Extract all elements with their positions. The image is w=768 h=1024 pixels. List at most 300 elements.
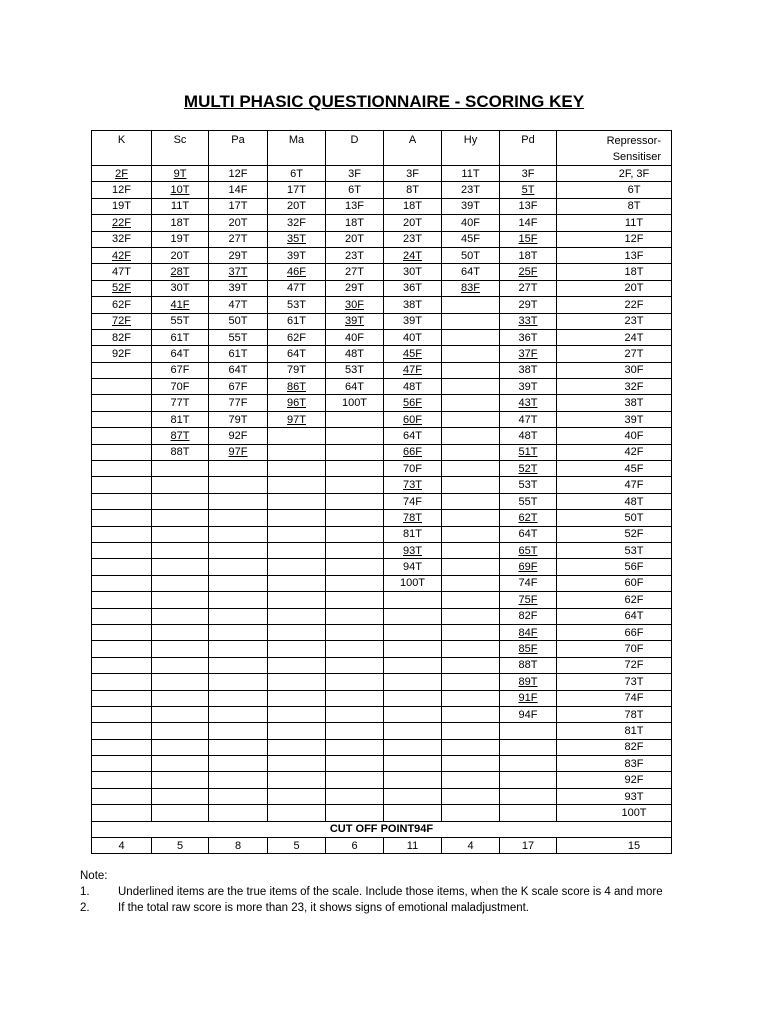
- cell-a: 100T: [384, 575, 442, 591]
- cell-pa: [209, 608, 268, 624]
- header-pd: Pd: [500, 131, 557, 166]
- cell-hy: [442, 542, 500, 558]
- table-row: [92, 526, 672, 542]
- cell-k: [92, 526, 152, 542]
- cell-pa: [209, 559, 268, 575]
- cell-hy: [442, 526, 500, 542]
- cell-d: 48T: [326, 346, 384, 362]
- cell-ma: 53T: [268, 297, 326, 313]
- cell-sc: [152, 788, 209, 804]
- cell-a: 47F: [384, 362, 442, 378]
- cell-k: [92, 444, 152, 460]
- table-row: [92, 788, 672, 804]
- total-hy: 4: [442, 838, 500, 854]
- cell-d: [326, 559, 384, 575]
- cell-rs: 8T: [557, 198, 672, 214]
- cell-rs: 50T: [557, 510, 672, 526]
- cell-a: 24T: [384, 247, 442, 263]
- cell-a: 60F: [384, 411, 442, 427]
- cell-rs: 30F: [557, 362, 672, 378]
- cell-ma: [268, 756, 326, 772]
- cell-a: [384, 641, 442, 657]
- cell-pa: [209, 756, 268, 772]
- cell-pa: 17T: [209, 198, 268, 214]
- cell-hy: [442, 624, 500, 640]
- cell-d: [326, 477, 384, 493]
- cell-d: [326, 772, 384, 788]
- cell-ma: [268, 739, 326, 755]
- total-ma: 5: [268, 838, 326, 854]
- cell-sc: [152, 592, 209, 608]
- cell-a: [384, 739, 442, 755]
- cell-sc: [152, 723, 209, 739]
- cell-pd: [500, 772, 557, 788]
- cell-rs: 42F: [557, 444, 672, 460]
- cell-pd: 25F: [500, 264, 557, 280]
- cell-k: 22F: [92, 215, 152, 231]
- scoring-key-table: [91, 130, 672, 854]
- cell-ma: [268, 608, 326, 624]
- cell-rs: 81T: [557, 723, 672, 739]
- cell-d: [326, 624, 384, 640]
- header-ma: Ma: [268, 131, 326, 166]
- cell-rs: 74F: [557, 690, 672, 706]
- cell-pa: [209, 624, 268, 640]
- cell-d: [326, 526, 384, 542]
- cell-ma: 97T: [268, 411, 326, 427]
- cell-a: 3F: [384, 166, 442, 182]
- cell-rs: 2F, 3F: [557, 166, 672, 182]
- cell-hy: [442, 411, 500, 427]
- cell-d: 20T: [326, 231, 384, 247]
- table-row: [92, 182, 672, 198]
- cell-pd: 48T: [500, 428, 557, 444]
- cell-ma: [268, 493, 326, 509]
- cell-k: [92, 461, 152, 477]
- total-sc: 5: [152, 838, 209, 854]
- cell-rs: 60F: [557, 575, 672, 591]
- cell-k: [92, 575, 152, 591]
- cell-d: 40F: [326, 329, 384, 345]
- cell-k: [92, 411, 152, 427]
- cell-ma: 35T: [268, 231, 326, 247]
- cell-sc: [152, 772, 209, 788]
- cell-hy: 23T: [442, 182, 500, 198]
- cell-k: [92, 690, 152, 706]
- cell-pd: 47T: [500, 411, 557, 427]
- cell-k: 47T: [92, 264, 152, 280]
- cell-rs: 11T: [557, 215, 672, 231]
- cell-ma: [268, 788, 326, 804]
- cell-ma: 61T: [268, 313, 326, 329]
- cell-sc: [152, 477, 209, 493]
- cell-pa: 79T: [209, 411, 268, 427]
- cell-ma: [268, 624, 326, 640]
- table-row: [92, 411, 672, 427]
- table-row: [92, 428, 672, 444]
- cell-pa: [209, 510, 268, 526]
- note-text: Underlined items are the true items of the scale. Include those items, when the K scale score is 4 and more: [118, 886, 663, 898]
- cell-pd: 43T: [500, 395, 557, 411]
- cell-pa: [209, 723, 268, 739]
- cell-ma: [268, 674, 326, 690]
- cell-pa: [209, 575, 268, 591]
- cell-k: 2F: [92, 166, 152, 182]
- cell-k: 19T: [92, 198, 152, 214]
- cell-hy: [442, 444, 500, 460]
- cell-d: 64T: [326, 379, 384, 395]
- cell-rs: 23T: [557, 313, 672, 329]
- cell-k: [92, 641, 152, 657]
- cell-pd: 37F: [500, 346, 557, 362]
- table-row: [92, 477, 672, 493]
- cell-ma: 47T: [268, 280, 326, 296]
- cell-rs: 20T: [557, 280, 672, 296]
- cell-a: [384, 772, 442, 788]
- cell-a: [384, 592, 442, 608]
- cell-ma: [268, 542, 326, 558]
- header-a: A: [384, 131, 442, 166]
- note-item: [80, 900, 529, 916]
- cell-pd: 36T: [500, 329, 557, 345]
- cell-rs: 40F: [557, 428, 672, 444]
- cell-pd: 52T: [500, 461, 557, 477]
- cell-pd: 74F: [500, 575, 557, 591]
- cell-rs: 38T: [557, 395, 672, 411]
- notes-heading: Note:: [80, 870, 108, 882]
- cell-d: 27T: [326, 264, 384, 280]
- cell-a: [384, 805, 442, 821]
- table-row: [92, 493, 672, 509]
- cell-a: [384, 788, 442, 804]
- table-row: [92, 690, 672, 706]
- cell-rs: 48T: [557, 493, 672, 509]
- header-row: [92, 131, 672, 166]
- cell-d: [326, 756, 384, 772]
- cell-pd: 94F: [500, 706, 557, 722]
- total-repressor-sensitiser: 15: [557, 838, 672, 854]
- cell-pa: 39T: [209, 280, 268, 296]
- total-k: 4: [92, 838, 152, 854]
- cell-d: [326, 723, 384, 739]
- cell-pd: [500, 756, 557, 772]
- cell-rs: 78T: [557, 706, 672, 722]
- cell-pa: [209, 805, 268, 821]
- cell-ma: 20T: [268, 198, 326, 214]
- cell-pd: 64T: [500, 526, 557, 542]
- table-row: [92, 706, 672, 722]
- table-row: [92, 280, 672, 296]
- cell-sc: [152, 690, 209, 706]
- cell-ma: 46F: [268, 264, 326, 280]
- cell-hy: [442, 395, 500, 411]
- cell-ma: [268, 526, 326, 542]
- cell-rs: 93T: [557, 788, 672, 804]
- cell-k: [92, 477, 152, 493]
- cell-d: 3F: [326, 166, 384, 182]
- cell-pa: 47T: [209, 297, 268, 313]
- cell-pa: [209, 674, 268, 690]
- cell-pa: 27T: [209, 231, 268, 247]
- cell-hy: 83F: [442, 280, 500, 296]
- cell-pa: 29T: [209, 247, 268, 263]
- cell-sc: 70F: [152, 379, 209, 395]
- cell-k: [92, 542, 152, 558]
- cell-sc: [152, 756, 209, 772]
- cell-rs: 13F: [557, 247, 672, 263]
- cell-d: [326, 510, 384, 526]
- cell-k: 72F: [92, 313, 152, 329]
- cell-pd: 38T: [500, 362, 557, 378]
- cell-pd: [500, 788, 557, 804]
- cell-pd: 39T: [500, 379, 557, 395]
- cell-k: [92, 379, 152, 395]
- table-row: [92, 657, 672, 673]
- cell-rs: 24T: [557, 329, 672, 345]
- table-row: [92, 559, 672, 575]
- cell-hy: [442, 674, 500, 690]
- cell-d: 100T: [326, 395, 384, 411]
- totals-row: [92, 838, 672, 854]
- cell-k: [92, 559, 152, 575]
- cell-sc: [152, 657, 209, 673]
- cell-hy: [442, 461, 500, 477]
- cell-sc: [152, 510, 209, 526]
- cell-rs: 27T: [557, 346, 672, 362]
- cell-d: [326, 592, 384, 608]
- cell-k: 82F: [92, 329, 152, 345]
- cell-pd: 55T: [500, 493, 557, 509]
- cell-hy: 45F: [442, 231, 500, 247]
- cell-hy: [442, 477, 500, 493]
- cell-k: [92, 805, 152, 821]
- table-row: [92, 247, 672, 263]
- cell-pd: 15F: [500, 231, 557, 247]
- cell-ma: [268, 510, 326, 526]
- cell-hy: 40F: [442, 215, 500, 231]
- cell-sc: 41F: [152, 297, 209, 313]
- cell-pd: 91F: [500, 690, 557, 706]
- header-d: D: [326, 131, 384, 166]
- header-sc: Sc: [152, 131, 209, 166]
- cutoff-row: [92, 821, 672, 837]
- cell-a: 48T: [384, 379, 442, 395]
- cell-a: [384, 706, 442, 722]
- cell-d: [326, 657, 384, 673]
- page-title: MULTI PHASIC QUESTIONNAIRE - SCORING KEY: [183, 92, 585, 111]
- cell-d: 30F: [326, 297, 384, 313]
- cell-a: 23T: [384, 231, 442, 247]
- cell-d: [326, 542, 384, 558]
- cell-pd: 82F: [500, 608, 557, 624]
- cell-pa: 92F: [209, 428, 268, 444]
- cell-a: [384, 608, 442, 624]
- cell-pa: 77F: [209, 395, 268, 411]
- cell-rs: 47F: [557, 477, 672, 493]
- cell-hy: 64T: [442, 264, 500, 280]
- cell-k: 12F: [92, 182, 152, 198]
- cell-pd: 5T: [500, 182, 557, 198]
- table-row: [92, 215, 672, 231]
- cell-d: [326, 428, 384, 444]
- note-number: 2.: [80, 902, 90, 914]
- cell-pa: [209, 493, 268, 509]
- table-row: [92, 805, 672, 821]
- cell-a: 18T: [384, 198, 442, 214]
- cell-hy: [442, 788, 500, 804]
- cell-a: [384, 756, 442, 772]
- cell-d: [326, 608, 384, 624]
- cell-a: [384, 690, 442, 706]
- cell-hy: [442, 297, 500, 313]
- cell-sc: 88T: [152, 444, 209, 460]
- cell-ma: 64T: [268, 346, 326, 362]
- cell-sc: 81T: [152, 411, 209, 427]
- table-row: [92, 674, 672, 690]
- cell-sc: [152, 526, 209, 542]
- cell-d: [326, 493, 384, 509]
- cell-pa: 55T: [209, 329, 268, 345]
- cell-k: [92, 706, 152, 722]
- cell-rs: 39T: [557, 411, 672, 427]
- table-row: [92, 461, 672, 477]
- cell-k: [92, 428, 152, 444]
- cell-hy: [442, 493, 500, 509]
- cell-pa: 14F: [209, 182, 268, 198]
- cell-pd: 51T: [500, 444, 557, 460]
- cell-a: [384, 723, 442, 739]
- cell-rs: 45F: [557, 461, 672, 477]
- cell-sc: [152, 461, 209, 477]
- cell-pa: 61T: [209, 346, 268, 362]
- cell-pd: 14F: [500, 215, 557, 231]
- cell-d: 53T: [326, 362, 384, 378]
- cell-k: [92, 362, 152, 378]
- cell-pd: [500, 739, 557, 755]
- cell-a: 74F: [384, 493, 442, 509]
- cell-a: 93T: [384, 542, 442, 558]
- cell-rs: 53T: [557, 542, 672, 558]
- cell-d: [326, 444, 384, 460]
- table-row: [92, 379, 672, 395]
- cell-k: 62F: [92, 297, 152, 313]
- cell-hy: [442, 575, 500, 591]
- table-row: [92, 624, 672, 640]
- total-a: 11: [384, 838, 442, 854]
- cell-rs: 12F: [557, 231, 672, 247]
- cell-pa: 12F: [209, 166, 268, 182]
- cell-d: [326, 788, 384, 804]
- cell-hy: [442, 559, 500, 575]
- table-body: [92, 166, 672, 822]
- cell-hy: [442, 772, 500, 788]
- cell-sc: [152, 641, 209, 657]
- cell-d: [326, 690, 384, 706]
- cell-ma: [268, 592, 326, 608]
- cell-rs: 92F: [557, 772, 672, 788]
- cell-hy: [442, 379, 500, 395]
- cell-a: 73T: [384, 477, 442, 493]
- cell-a: 78T: [384, 510, 442, 526]
- cell-pa: 97F: [209, 444, 268, 460]
- cell-hy: [442, 641, 500, 657]
- cell-hy: [442, 756, 500, 772]
- cell-ma: [268, 805, 326, 821]
- cell-a: 70F: [384, 461, 442, 477]
- cell-hy: 39T: [442, 198, 500, 214]
- cell-sc: 10T: [152, 182, 209, 198]
- cell-pa: [209, 477, 268, 493]
- cell-pa: [209, 657, 268, 673]
- cell-sc: [152, 542, 209, 558]
- cell-d: [326, 706, 384, 722]
- cell-k: [92, 608, 152, 624]
- cell-k: [92, 395, 152, 411]
- cell-sc: 18T: [152, 215, 209, 231]
- header-k: K: [92, 131, 152, 166]
- cell-pd: 62T: [500, 510, 557, 526]
- cell-ma: 6T: [268, 166, 326, 182]
- cell-hy: [442, 362, 500, 378]
- cell-hy: [442, 592, 500, 608]
- table-row: [92, 395, 672, 411]
- table-row: [92, 329, 672, 345]
- cell-rs: 82F: [557, 739, 672, 755]
- cell-k: [92, 493, 152, 509]
- cell-pd: 88T: [500, 657, 557, 673]
- cell-pd: 29T: [500, 297, 557, 313]
- header-repressor-sensitiser: Repressor- Sensitiser: [557, 131, 672, 166]
- cell-ma: [268, 772, 326, 788]
- cell-ma: [268, 641, 326, 657]
- cell-pd: 65T: [500, 542, 557, 558]
- total-pa: 8: [209, 838, 268, 854]
- cell-sc: 30T: [152, 280, 209, 296]
- cell-sc: 19T: [152, 231, 209, 247]
- cell-rs: 72F: [557, 657, 672, 673]
- cell-rs: 70F: [557, 641, 672, 657]
- cell-pd: 18T: [500, 247, 557, 263]
- cell-d: [326, 461, 384, 477]
- cell-pa: 64T: [209, 362, 268, 378]
- cell-pd: [500, 805, 557, 821]
- cell-hy: [442, 739, 500, 755]
- cell-rs: 66F: [557, 624, 672, 640]
- cell-k: [92, 788, 152, 804]
- cell-a: 20T: [384, 215, 442, 231]
- cell-k: [92, 510, 152, 526]
- cell-pd: 33T: [500, 313, 557, 329]
- cell-hy: [442, 657, 500, 673]
- cell-pd: 69F: [500, 559, 557, 575]
- table-row: [92, 231, 672, 247]
- cell-a: 8T: [384, 182, 442, 198]
- header-pa: Pa: [209, 131, 268, 166]
- total-d: 6: [326, 838, 384, 854]
- cell-pd: 85F: [500, 641, 557, 657]
- cell-hy: [442, 510, 500, 526]
- header-hy: Hy: [442, 131, 500, 166]
- cell-pa: [209, 788, 268, 804]
- cell-pa: [209, 739, 268, 755]
- cell-pd: 75F: [500, 592, 557, 608]
- cell-sc: [152, 706, 209, 722]
- cell-a: [384, 624, 442, 640]
- cell-pa: [209, 690, 268, 706]
- cell-pa: [209, 461, 268, 477]
- cell-k: [92, 723, 152, 739]
- cell-hy: [442, 313, 500, 329]
